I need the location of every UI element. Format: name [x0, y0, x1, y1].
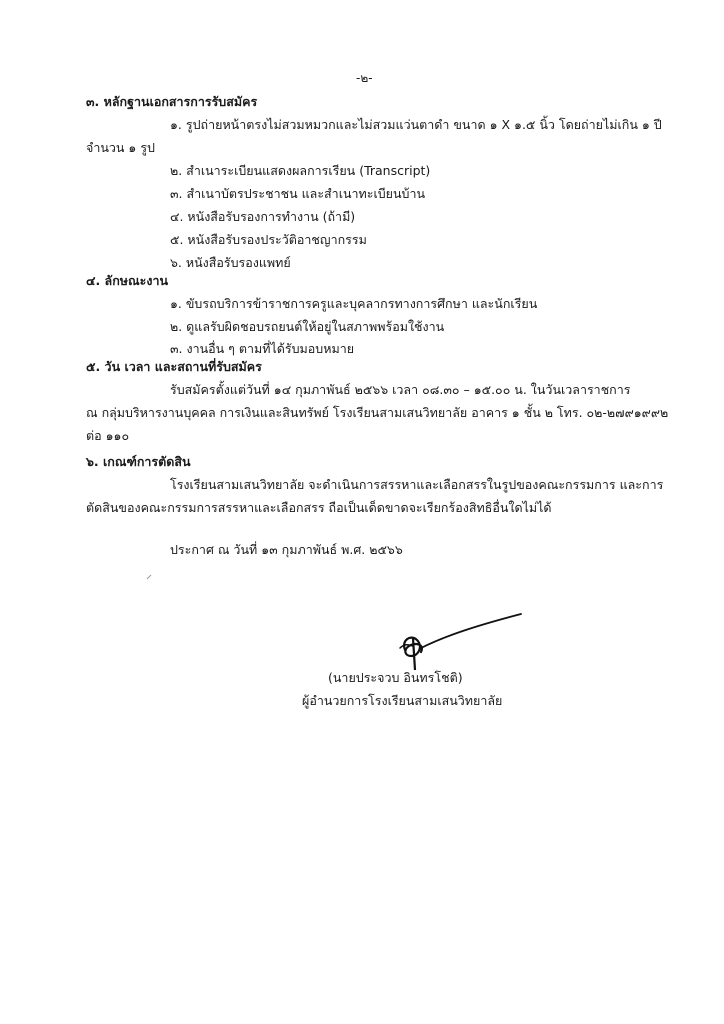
section-5-heading: ๕. วัน เวลา และสถานที่รับสมัคร	[86, 359, 262, 374]
section-3-item-1-continuation: จำนวน ๑ รูป	[86, 140, 155, 155]
announcement-date: ประกาศ ณ วันที่ ๑๓ กุมภาพันธ์ พ.ศ. ๒๕๖๖	[170, 542, 403, 557]
section-3-item-5: ๕. หนังสือรับรองประวัติอาชญากรรม	[170, 232, 367, 247]
section-6-heading: ๖. เกณฑ์การตัดสิน	[86, 454, 191, 469]
section-3-heading: ๓. หลักฐานเอกสารการรับสมัคร	[86, 94, 258, 109]
section-3-item-1: ๑. รูปถ่ายหน้าตรงไม่สวมหมวกและไม่สวมแว่นตาดำ ขนาด ๑ X ๑.๕ นิ้ว โดยถ่ายไม่เกิน ๑ ปี	[170, 117, 662, 132]
section-5-line-1: รับสมัครตั้งแต่วันที่ ๑๔ กุมภาพันธ์ ๒๕๖๖ เวลา ๐๘.๓๐ – ๑๕.๐๐ น. ในวันเวลาราชการ	[170, 382, 631, 397]
signature-image	[395, 600, 530, 670]
stray-mark	[146, 574, 152, 580]
section-3-item-2: ๒. สำเนาระเบียนแสดงผลการเรียน (Transcript)	[170, 163, 431, 178]
section-5-line-2: ณ กลุ่มบริหารงานบุคคล การเงินและสินทรัพย์ โรงเรียนสามเสนวิทยาลัย อาคาร ๑ ชั้น ๒ โทร. ๐๒-๒๗๙๑๙๙๒	[86, 405, 669, 420]
section-3-item-3: ๓. สำเนาบัตรประชาชน และสำเนาทะเบียนบ้าน	[170, 186, 426, 201]
section-3-item-4: ๔. หนังสือรับรองการทำงาน (ถ้ามี)	[170, 209, 356, 224]
section-5-line-3: ต่อ ๑๑๐	[86, 428, 130, 443]
section-6-line-1: โรงเรียนสามเสนวิทยาลัย จะดำเนินการสรรหาและเลือกสรรในรูปของคณะกรรมการ และการ	[170, 477, 664, 492]
section-4-heading: ๔. ลักษณะงาน	[86, 273, 169, 288]
signer-position: ผู้อำนวยการโรงเรียนสามเสนวิทยาลัย	[302, 693, 503, 708]
section-3-item-6: ๖. หนังสือรับรองแพทย์	[170, 255, 291, 270]
page-number: -๒-	[356, 71, 373, 85]
signer-name: (นายประจวบ อินทรโชติ)	[328, 670, 463, 685]
section-4-item-3: ๓. งานอื่น ๆ ตามที่ได้รับมอบหมาย	[170, 341, 355, 356]
section-4-item-2: ๒. ดูแลรับผิดชอบรถยนต์ให้อยู่ในสภาพพร้อมใช้งาน	[170, 319, 445, 334]
section-4-item-1: ๑. ขับรถบริการข้าราชการครูและบุคลากรทางการศึกษา และนักเรียน	[170, 296, 538, 311]
section-6-line-2: ตัดสินของคณะกรรมการสรรหาและเลือกสรร ถือเป็นเด็ดขาดจะเรียกร้องสิทธิอื่นใดไม่ได้	[86, 500, 552, 515]
